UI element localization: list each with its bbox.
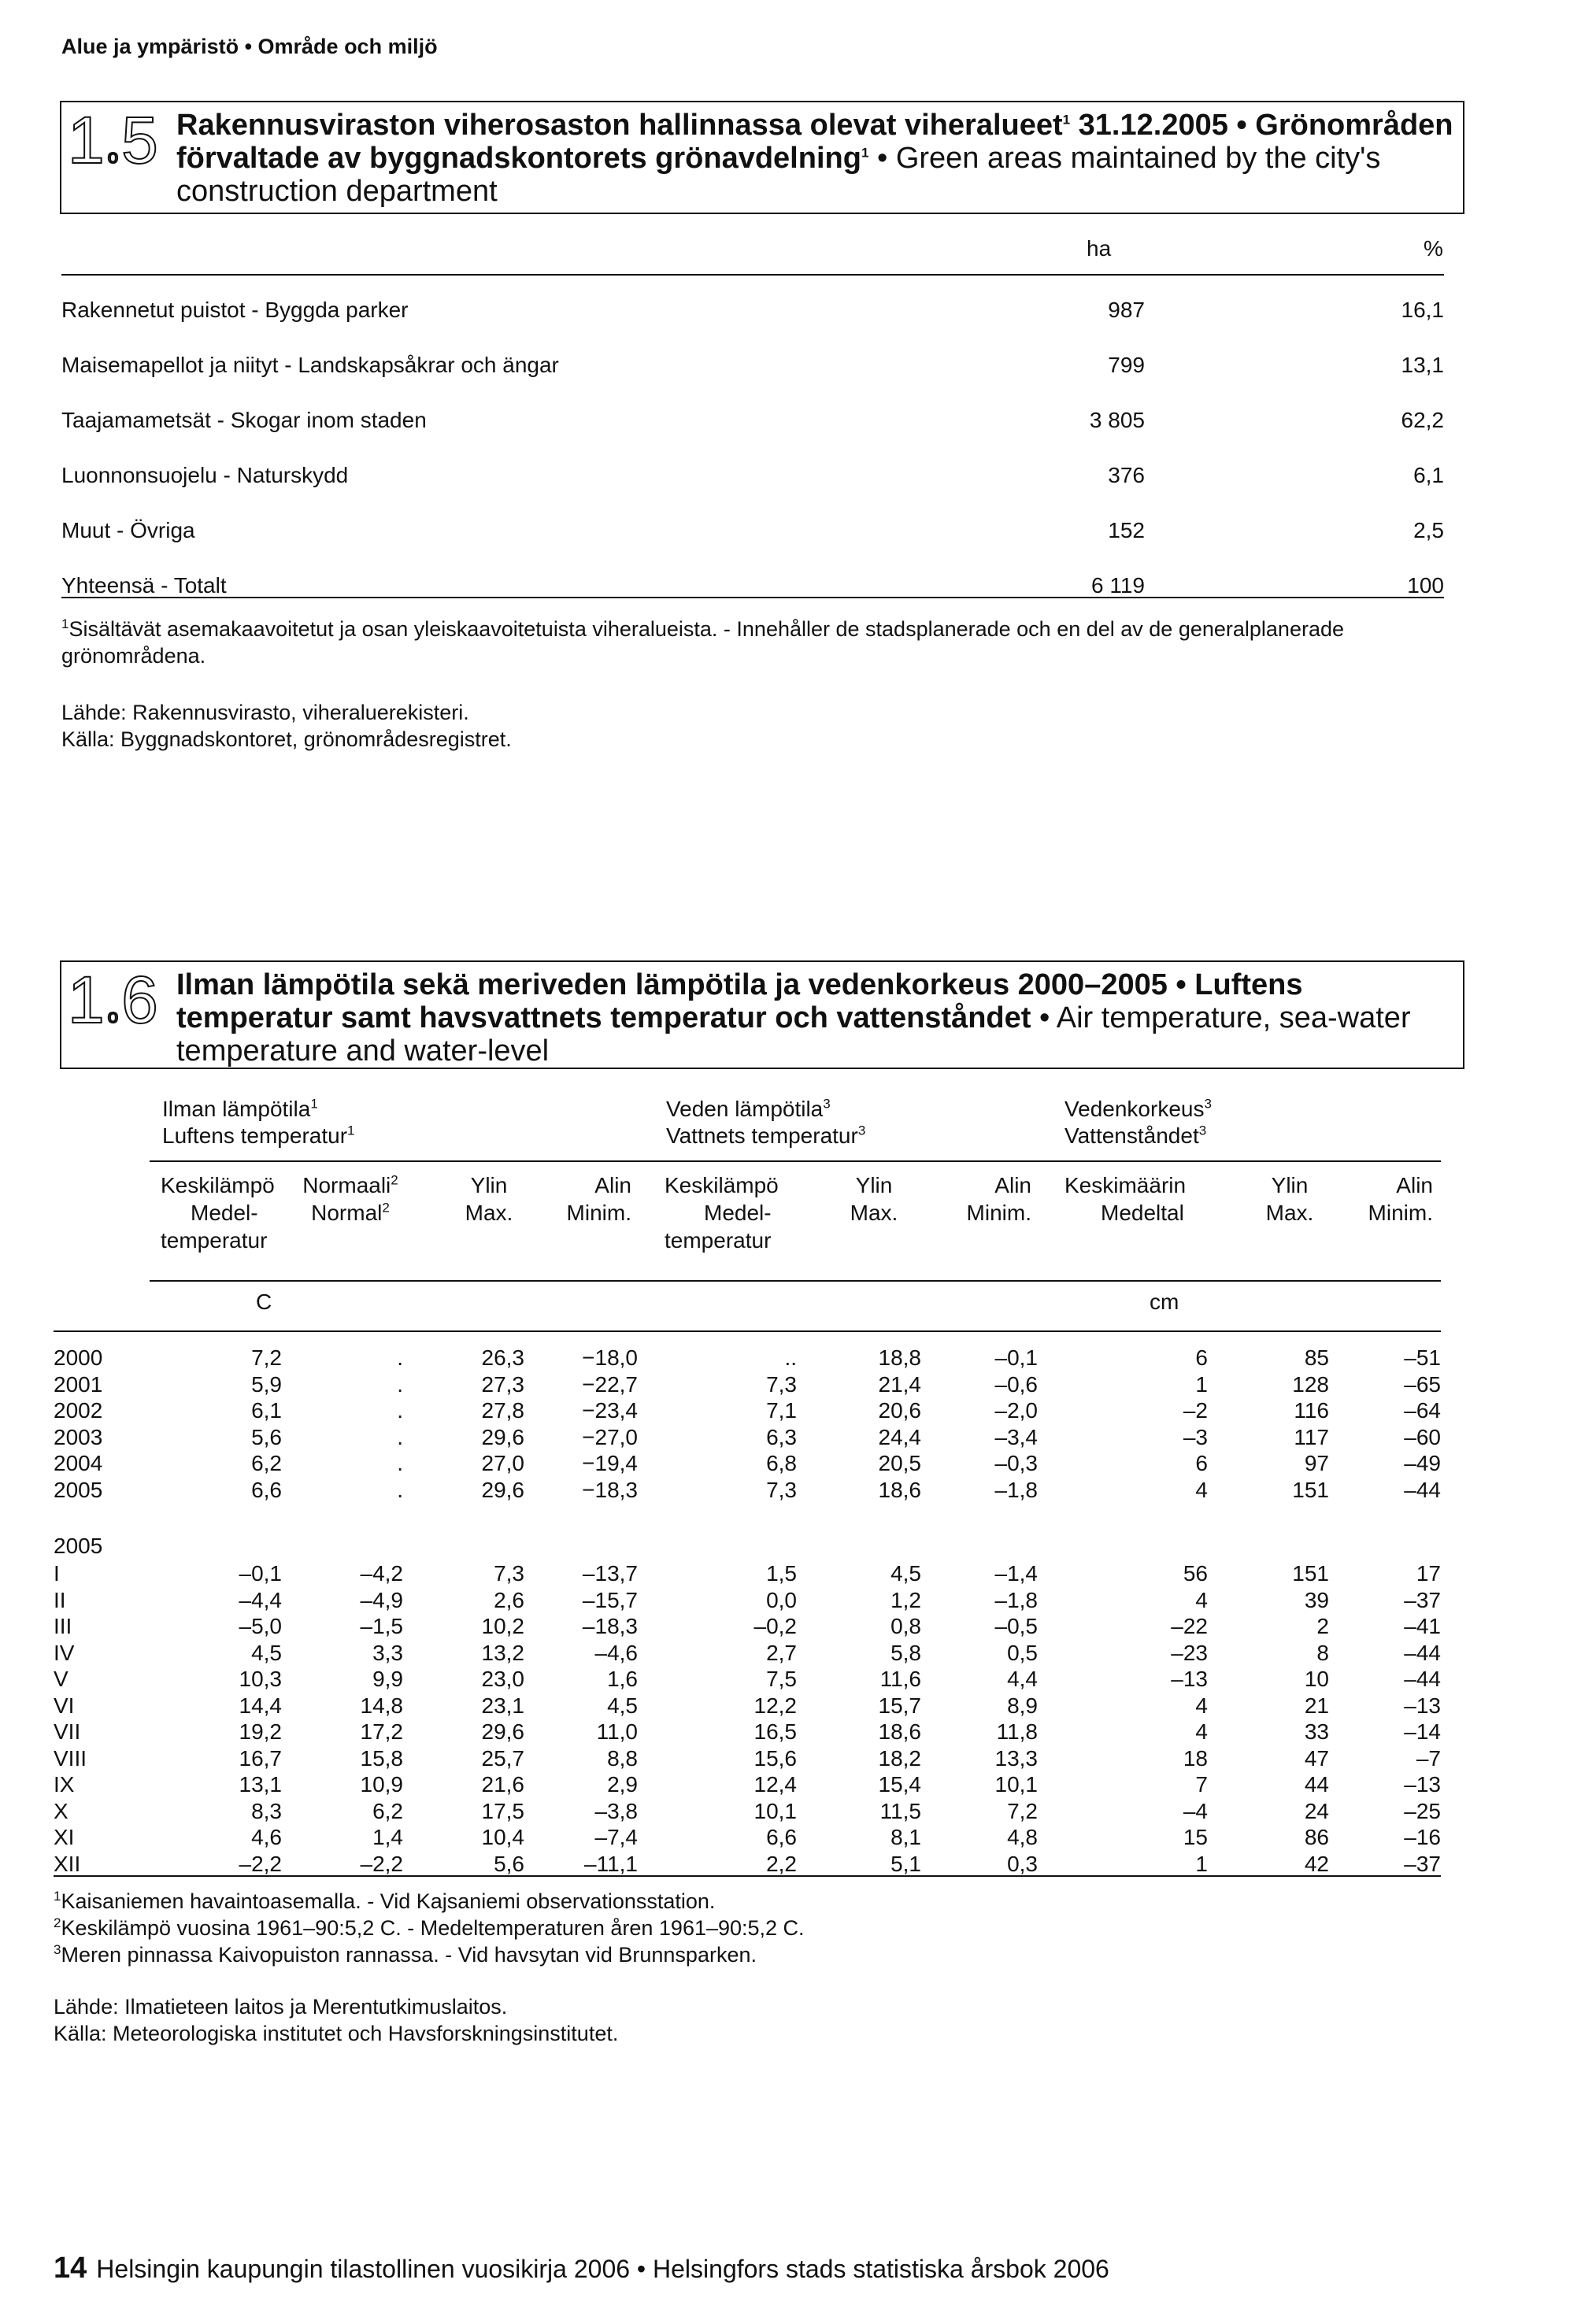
cell-air-max: 29,6 xyxy=(481,1719,524,1744)
cell-water-max: 5,1 xyxy=(890,1851,921,1876)
col-water-mean: Keskilämpö Medel- temperatur xyxy=(665,1173,779,1253)
cell-air-max: 21,6 xyxy=(481,1772,524,1797)
table-row xyxy=(61,573,1444,605)
col-water-max: Ylin Max. xyxy=(850,1173,898,1225)
col-air-mean: Keskilämpö Medel- temperatur xyxy=(161,1173,275,1253)
table-row xyxy=(61,353,1444,384)
table-1-5-footnote: $^1$Sisältävät asemakaavoitetut ja osan yleiskaavoitetuista viheralueista. - Innehåller de stadsplanerade och en del av de generalplanerade grönområdena. xyxy=(61,616,1344,668)
cell-level-mean: 4 xyxy=(1195,1693,1208,1718)
column-header-percent: % xyxy=(1424,236,1443,261)
cell-air-normal: 10,9 xyxy=(360,1772,403,1797)
cell-level-mean: –3 xyxy=(1183,1424,1208,1449)
row-label: Yhteensä - Totalt xyxy=(61,573,227,598)
cell-water-mean: 1,5 xyxy=(766,1561,797,1586)
cell-level-mean: 1 xyxy=(1195,1371,1208,1397)
cell-level-max: 44 xyxy=(1304,1772,1329,1797)
table-row xyxy=(0,1450,1581,1476)
row-value-percent: 16,1 xyxy=(1401,298,1444,322)
cell-air-max: 29,6 xyxy=(481,1477,524,1502)
cell-water-min: –1,4 xyxy=(994,1561,1038,1586)
cell-air-normal: . xyxy=(397,1371,403,1397)
cell-air-min: –4,6 xyxy=(594,1640,638,1665)
cell-water-max: 24,4 xyxy=(878,1424,921,1449)
cell-air-min: 11,0 xyxy=(596,1719,638,1744)
cell-water-min: –0,3 xyxy=(994,1451,1038,1475)
table-rule xyxy=(150,1280,1441,1282)
group-header-air: Ilman lämpötila$^1$ Luftens temperatur$^1$ xyxy=(162,1096,355,1148)
cell-water-max: 8,1 xyxy=(890,1825,921,1849)
row-label: III xyxy=(54,1614,72,1638)
row-value-percent: 62,2 xyxy=(1401,408,1444,432)
table-row xyxy=(0,1560,1581,1586)
cell-level-mean: 7 xyxy=(1195,1772,1208,1797)
cell-water-min: –0,6 xyxy=(994,1371,1038,1397)
table-row xyxy=(0,1798,1581,1824)
cell-level-min: –13 xyxy=(1404,1693,1441,1718)
cell-level-mean: 6 xyxy=(1195,1345,1208,1370)
cell-water-min: 13,3 xyxy=(994,1745,1038,1771)
col-level-max: Ylin Max. xyxy=(1265,1173,1314,1225)
cell-level-min: –64 xyxy=(1404,1398,1441,1423)
cell-air-min: 2,9 xyxy=(607,1772,638,1797)
cell-level-min: –7 xyxy=(1416,1745,1441,1771)
cell-air-mean: 13,1 xyxy=(239,1772,282,1797)
cell-water-max: 4,5 xyxy=(890,1561,921,1586)
cell-air-max: 29,6 xyxy=(481,1424,524,1449)
cell-water-min: –3,4 xyxy=(994,1424,1038,1449)
table-1-6-title-box xyxy=(60,960,1464,1069)
cell-level-max: 10 xyxy=(1304,1667,1329,1691)
row-label: I xyxy=(54,1561,60,1586)
cell-air-max: 13,2 xyxy=(481,1640,524,1665)
cell-air-mean: –5,0 xyxy=(239,1614,282,1638)
cell-level-min: –51 xyxy=(1404,1345,1441,1370)
row-value-percent: 100 xyxy=(1407,573,1444,598)
cell-level-mean: 56 xyxy=(1183,1561,1208,1586)
cell-water-mean: 12,2 xyxy=(753,1693,797,1718)
cell-level-min: –60 xyxy=(1404,1424,1441,1449)
cell-water-min: –1,8 xyxy=(994,1587,1038,1612)
table-row xyxy=(0,1693,1581,1719)
cell-air-mean: 4,6 xyxy=(251,1825,282,1849)
cell-water-max: 11,6 xyxy=(879,1667,921,1691)
cell-water-mean: –0,2 xyxy=(753,1614,797,1638)
row-label: XII xyxy=(54,1851,81,1876)
cell-air-mean: –2,2 xyxy=(239,1851,282,1876)
month-group-year: 2005 xyxy=(54,1534,103,1558)
cell-level-mean: 4 xyxy=(1195,1477,1208,1502)
cell-air-mean: –4,4 xyxy=(239,1587,282,1612)
table-row xyxy=(0,1719,1581,1745)
cell-air-mean: 8,3 xyxy=(251,1798,282,1823)
table-1-5-source-fi: Lähde: Rakennusvirasto, viheraluerekisteri. xyxy=(61,701,469,724)
table-number: 1o5 xyxy=(68,103,161,177)
cell-level-mean: 18 xyxy=(1183,1745,1208,1771)
cell-air-normal: 15,8 xyxy=(360,1745,403,1771)
cell-water-max: 18,6 xyxy=(878,1477,921,1502)
table-1-5-title-box xyxy=(60,101,1464,214)
cell-air-max: 27,0 xyxy=(481,1451,524,1475)
cell-air-max: 25,7 xyxy=(481,1745,524,1771)
table-row xyxy=(0,1397,1581,1423)
cell-level-mean: 4 xyxy=(1195,1587,1208,1612)
cell-air-max: 23,1 xyxy=(481,1693,524,1718)
cell-air-normal: –4,9 xyxy=(360,1587,403,1612)
row-label: VIII xyxy=(54,1745,87,1771)
cell-water-min: 0,3 xyxy=(1007,1851,1038,1876)
cell-water-min: 7,2 xyxy=(1007,1798,1038,1823)
cell-water-min: –0,1 xyxy=(994,1345,1038,1370)
cell-air-normal: –2,2 xyxy=(360,1851,403,1876)
col-air-max: Ylin Max. xyxy=(465,1173,513,1225)
cell-air-mean: 5,9 xyxy=(251,1371,282,1397)
cell-water-mean: 7,5 xyxy=(766,1667,797,1691)
cell-water-min: –1,8 xyxy=(994,1477,1038,1502)
cell-air-normal: 14,8 xyxy=(360,1693,403,1718)
cell-air-normal: . xyxy=(397,1477,403,1502)
row-label: 2003 xyxy=(54,1424,103,1449)
cell-water-mean: 7,1 xyxy=(766,1398,797,1423)
row-label: Maisemapellot ja niityt - Landskapsåkrar och ängar xyxy=(61,353,559,377)
cell-level-max: 2 xyxy=(1316,1614,1329,1638)
cell-water-mean: 16,5 xyxy=(753,1719,797,1744)
table-rule xyxy=(54,1330,1441,1332)
cell-air-min: −22,7 xyxy=(582,1371,638,1397)
row-label: 2004 xyxy=(54,1451,103,1475)
cell-air-normal: . xyxy=(397,1345,403,1370)
cell-level-min: –44 xyxy=(1404,1477,1441,1502)
table-rule xyxy=(150,1160,1441,1162)
col-air-normal: Normaali$^2$ Normal$^2$ xyxy=(302,1172,398,1225)
cell-water-mean: .. xyxy=(784,1345,797,1370)
row-value-ha: 3 805 xyxy=(1089,408,1145,432)
row-value-ha: 152 xyxy=(1108,518,1145,542)
row-label: V xyxy=(54,1667,68,1691)
table-1-6-source-sv: Källa: Meteorologiska institutet och Havsforskningsinstitutet. xyxy=(54,2022,619,2045)
cell-air-mean: –0,1 xyxy=(239,1561,282,1586)
cell-water-mean: 7,3 xyxy=(766,1477,797,1502)
table-row xyxy=(0,1771,1581,1797)
cell-air-mean: 16,7 xyxy=(239,1745,282,1771)
unit-celsius: C xyxy=(256,1290,272,1314)
column-header-ha: ha xyxy=(1087,236,1112,261)
cell-air-normal: 6,2 xyxy=(372,1798,403,1823)
cell-level-max: 128 xyxy=(1292,1371,1329,1397)
cell-air-mean: 10,3 xyxy=(239,1667,282,1691)
cell-water-mean: 10,1 xyxy=(753,1798,797,1823)
cell-level-mean: 1 xyxy=(1195,1851,1208,1876)
cell-level-mean: –23 xyxy=(1171,1640,1208,1665)
cell-air-min: −18,3 xyxy=(582,1477,638,1502)
cell-air-mean: 5,6 xyxy=(251,1424,282,1449)
cell-air-normal: –1,5 xyxy=(360,1614,403,1638)
cell-air-normal: . xyxy=(397,1398,403,1423)
cell-air-min: –7,4 xyxy=(594,1825,638,1849)
cell-air-mean: 4,5 xyxy=(251,1640,282,1665)
row-value-ha: 376 xyxy=(1108,463,1145,487)
cell-air-max: 5,6 xyxy=(494,1851,524,1876)
cell-air-max: 23,0 xyxy=(481,1667,524,1691)
page-number: 14 xyxy=(54,2252,87,2285)
cell-water-mean: 12,4 xyxy=(753,1772,797,1797)
cell-water-max: 18,2 xyxy=(878,1745,921,1771)
table-row xyxy=(0,1477,1581,1503)
cell-level-max: 39 xyxy=(1304,1587,1329,1612)
cell-level-min: –41 xyxy=(1404,1614,1441,1638)
cell-level-mean: –4 xyxy=(1183,1798,1208,1823)
cell-air-mean: 6,6 xyxy=(251,1477,282,1502)
cell-level-max: 85 xyxy=(1304,1345,1329,1370)
cell-water-mean: 2,7 xyxy=(766,1640,797,1665)
cell-air-mean: 19,2 xyxy=(239,1719,282,1744)
group-header-level: Vedenkorkeus$^3$ Vattenståndet$^3$ xyxy=(1064,1096,1212,1148)
cell-level-max: 8 xyxy=(1316,1640,1329,1665)
row-label: X xyxy=(54,1798,68,1823)
table-row xyxy=(0,1666,1581,1692)
cell-level-max: 151 xyxy=(1292,1477,1329,1502)
cell-water-mean: 0,0 xyxy=(766,1587,797,1612)
cell-air-max: 17,5 xyxy=(481,1798,524,1823)
cell-level-max: 97 xyxy=(1304,1451,1329,1475)
cell-air-max: 7,3 xyxy=(494,1561,524,1586)
cell-level-mean: 15 xyxy=(1183,1825,1208,1849)
row-value-percent: 6,1 xyxy=(1413,463,1444,487)
section-header: Alue ja ympäristö • Område och miljö xyxy=(61,35,438,58)
table-rule xyxy=(61,274,1444,276)
cell-level-max: 21 xyxy=(1304,1693,1329,1718)
cell-level-min: 17 xyxy=(1416,1561,1441,1586)
cell-water-max: 20,6 xyxy=(878,1398,921,1423)
table-row xyxy=(0,1613,1581,1639)
table-1-6-title: Ilman lämpötila sekä meriveden lämpötila ja vedenkorkeus 2000–2005 • Luftens temperatur samt havsvattnets temperatur och vattenståndet • Air temperature, sea-water temperature and water-level xyxy=(176,968,1411,1068)
table-row xyxy=(0,1424,1581,1450)
table-1-6-footnote-1: $^1$Kaisaniemen havaintoasemalla. - Vid Kajsaniemi observationsstation. xyxy=(54,1889,716,1913)
cell-level-mean: 4 xyxy=(1195,1719,1208,1744)
cell-air-max: 27,3 xyxy=(481,1371,524,1397)
cell-air-min: –18,3 xyxy=(582,1614,638,1638)
cell-air-min: 1,6 xyxy=(607,1667,638,1691)
row-value-ha: 987 xyxy=(1108,298,1145,322)
cell-water-min: 0,5 xyxy=(1007,1640,1038,1665)
col-level-min: Alin Minim. xyxy=(1368,1173,1433,1225)
table-rule xyxy=(61,597,1444,598)
cell-level-min: –44 xyxy=(1404,1667,1441,1691)
table-row xyxy=(61,298,1444,329)
table-row xyxy=(0,1851,1581,1877)
cell-water-max: 0,8 xyxy=(890,1614,921,1638)
cell-water-min: –0,5 xyxy=(994,1614,1038,1638)
row-label: Muut - Övriga xyxy=(61,518,195,542)
page-footer xyxy=(54,2252,1109,2285)
cell-level-max: 47 xyxy=(1304,1745,1329,1771)
cell-water-max: 21,4 xyxy=(878,1371,921,1397)
cell-air-min: −27,0 xyxy=(582,1424,638,1449)
table-1-5-title: Rakennusviraston viherosaston hallinnassa olevat viheralueet$^1$ 31.12.2005 • Grönområden förvaltade av byggnadskontorets grönavdelning$^1$ • Green areas maintained by the city's construction department xyxy=(176,109,1453,208)
table-1-6-source-fi: Lähde: Ilmatieteen laitos ja Merentutkimuslaitos. xyxy=(54,1995,508,2019)
cell-water-max: 15,4 xyxy=(878,1772,921,1797)
cell-air-min: –13,7 xyxy=(582,1561,638,1586)
col-level-mean: Keskimäärin Medeltal xyxy=(1064,1173,1187,1225)
cell-water-max: 18,8 xyxy=(878,1345,921,1370)
cell-air-min: 4,5 xyxy=(607,1693,638,1718)
table-row xyxy=(61,518,1444,550)
cell-water-min: 10,1 xyxy=(994,1772,1038,1797)
cell-air-normal: . xyxy=(397,1424,403,1449)
row-label: 2002 xyxy=(54,1398,103,1423)
cell-level-max: 42 xyxy=(1304,1851,1329,1876)
cell-air-max: 10,4 xyxy=(481,1825,524,1849)
table-row xyxy=(61,463,1444,494)
cell-level-max: 24 xyxy=(1304,1798,1329,1823)
table-1-6-footnote-3: $^3$Meren pinnassa Kaivopuiston rannassa. - Vid havsytan vid Brunnsparken. xyxy=(54,1942,757,1967)
table-row xyxy=(0,1371,1581,1397)
cell-air-normal: 1,4 xyxy=(372,1825,403,1849)
cell-water-mean: 2,2 xyxy=(766,1851,797,1876)
row-label: VII xyxy=(54,1719,81,1744)
cell-air-mean: 7,2 xyxy=(251,1345,282,1370)
cell-water-min: 8,9 xyxy=(1007,1693,1038,1718)
cell-water-mean: 6,6 xyxy=(766,1825,797,1849)
table-row xyxy=(0,1640,1581,1666)
table-1-6-footnote-2: $^2$Keskilämpö vuosina 1961–90:5,2 C. - Medeltemperaturen åren 1961–90:5,2 C. xyxy=(54,1915,805,1940)
unit-cm: cm xyxy=(1150,1290,1179,1314)
cell-air-mean: 14,4 xyxy=(239,1693,282,1718)
cell-water-max: 18,6 xyxy=(878,1719,921,1744)
cell-air-mean: 6,2 xyxy=(251,1451,282,1475)
cell-water-max: 15,7 xyxy=(878,1693,921,1718)
cell-level-mean: –22 xyxy=(1171,1614,1208,1638)
cell-air-normal: –4,2 xyxy=(360,1561,403,1586)
table-row xyxy=(0,1587,1581,1613)
cell-air-min: −23,4 xyxy=(582,1398,638,1423)
row-value-percent: 13,1 xyxy=(1401,353,1444,377)
cell-level-max: 117 xyxy=(1294,1424,1329,1449)
cell-level-max: 86 xyxy=(1304,1825,1329,1849)
cell-air-min: 8,8 xyxy=(607,1745,638,1771)
cell-water-mean: 6,3 xyxy=(766,1424,797,1449)
group-header-water: Veden lämpötila$^3$ Vattnets temperatur$^3$ xyxy=(666,1096,866,1148)
cell-level-max: 116 xyxy=(1294,1398,1329,1423)
table-row xyxy=(0,1824,1581,1850)
cell-level-min: –37 xyxy=(1404,1851,1441,1876)
row-label: XI xyxy=(54,1825,75,1849)
col-air-min: Alin Minim. xyxy=(566,1173,631,1225)
cell-air-normal: 3,3 xyxy=(372,1640,403,1665)
cell-level-max: 151 xyxy=(1292,1561,1329,1586)
row-label: 2001 xyxy=(54,1371,103,1397)
row-label: Luonnonsuojelu - Naturskydd xyxy=(61,463,349,487)
cell-level-min: –14 xyxy=(1404,1719,1441,1744)
footer-text: Helsingin kaupungin tilastollinen vuosikirja 2006 • Helsingfors stads statistiska årsbok 2006 xyxy=(96,2255,1109,2283)
row-label: Rakennetut puistot - Byggda parker xyxy=(61,298,409,322)
cell-level-min: –16 xyxy=(1404,1825,1441,1849)
cell-level-max: 33 xyxy=(1304,1719,1329,1744)
table-row xyxy=(0,1345,1581,1371)
table-row xyxy=(0,1745,1581,1771)
cell-air-min: –3,8 xyxy=(594,1798,638,1823)
table-1-5-source-sv: Källa: Byggnadskontoret, grönområdesregistret. xyxy=(61,727,512,751)
row-label: 2000 xyxy=(54,1345,103,1370)
cell-air-normal: 9,9 xyxy=(372,1667,403,1691)
row-label: VI xyxy=(54,1693,75,1718)
cell-level-mean: 6 xyxy=(1195,1451,1208,1475)
table-number: 1o6 xyxy=(68,963,161,1037)
cell-air-min: –11,1 xyxy=(584,1851,638,1876)
cell-water-max: 1,2 xyxy=(890,1587,921,1612)
cell-air-max: 10,2 xyxy=(481,1614,524,1638)
cell-water-min: 4,4 xyxy=(1007,1667,1038,1691)
cell-level-min: –44 xyxy=(1404,1640,1441,1665)
cell-water-max: 11,5 xyxy=(879,1798,921,1823)
cell-air-max: 26,3 xyxy=(481,1345,524,1370)
cell-air-normal: . xyxy=(397,1451,403,1475)
cell-air-max: 27,8 xyxy=(481,1398,524,1423)
row-label: 2005 xyxy=(54,1477,103,1502)
cell-level-min: –65 xyxy=(1404,1371,1441,1397)
row-value-ha: 6 119 xyxy=(1091,573,1145,598)
cell-level-min: –13 xyxy=(1404,1772,1441,1797)
cell-level-mean: –13 xyxy=(1171,1667,1208,1691)
cell-air-min: −18,0 xyxy=(582,1345,638,1370)
row-label: IV xyxy=(54,1640,75,1665)
cell-air-normal: 17,2 xyxy=(360,1719,403,1744)
cell-water-max: 5,8 xyxy=(890,1640,921,1665)
cell-level-min: –49 xyxy=(1404,1451,1441,1475)
cell-air-max: 2,6 xyxy=(494,1587,524,1612)
cell-water-mean: 7,3 xyxy=(766,1371,797,1397)
table-rule xyxy=(54,1875,1441,1877)
cell-water-mean: 15,6 xyxy=(753,1745,797,1771)
table-row xyxy=(61,408,1444,439)
cell-water-min: 11,8 xyxy=(996,1719,1038,1744)
cell-water-min: –2,0 xyxy=(994,1398,1038,1423)
col-water-min: Alin Minim. xyxy=(966,1173,1031,1225)
cell-level-min: –25 xyxy=(1404,1798,1441,1823)
cell-water-min: 4,8 xyxy=(1007,1825,1038,1849)
cell-level-min: –37 xyxy=(1404,1587,1441,1612)
cell-water-max: 20,5 xyxy=(878,1451,921,1475)
row-value-percent: 2,5 xyxy=(1413,518,1444,542)
row-label: IX xyxy=(54,1772,75,1797)
row-value-ha: 799 xyxy=(1108,353,1145,377)
row-label: Taajamametsät - Skogar inom staden xyxy=(61,408,427,432)
cell-air-mean: 6,1 xyxy=(251,1398,282,1423)
cell-air-min: −19,4 xyxy=(582,1451,638,1475)
cell-level-mean: –2 xyxy=(1183,1398,1208,1423)
cell-water-mean: 6,8 xyxy=(766,1451,797,1475)
cell-air-min: –15,7 xyxy=(582,1587,638,1612)
row-label: II xyxy=(54,1587,66,1612)
